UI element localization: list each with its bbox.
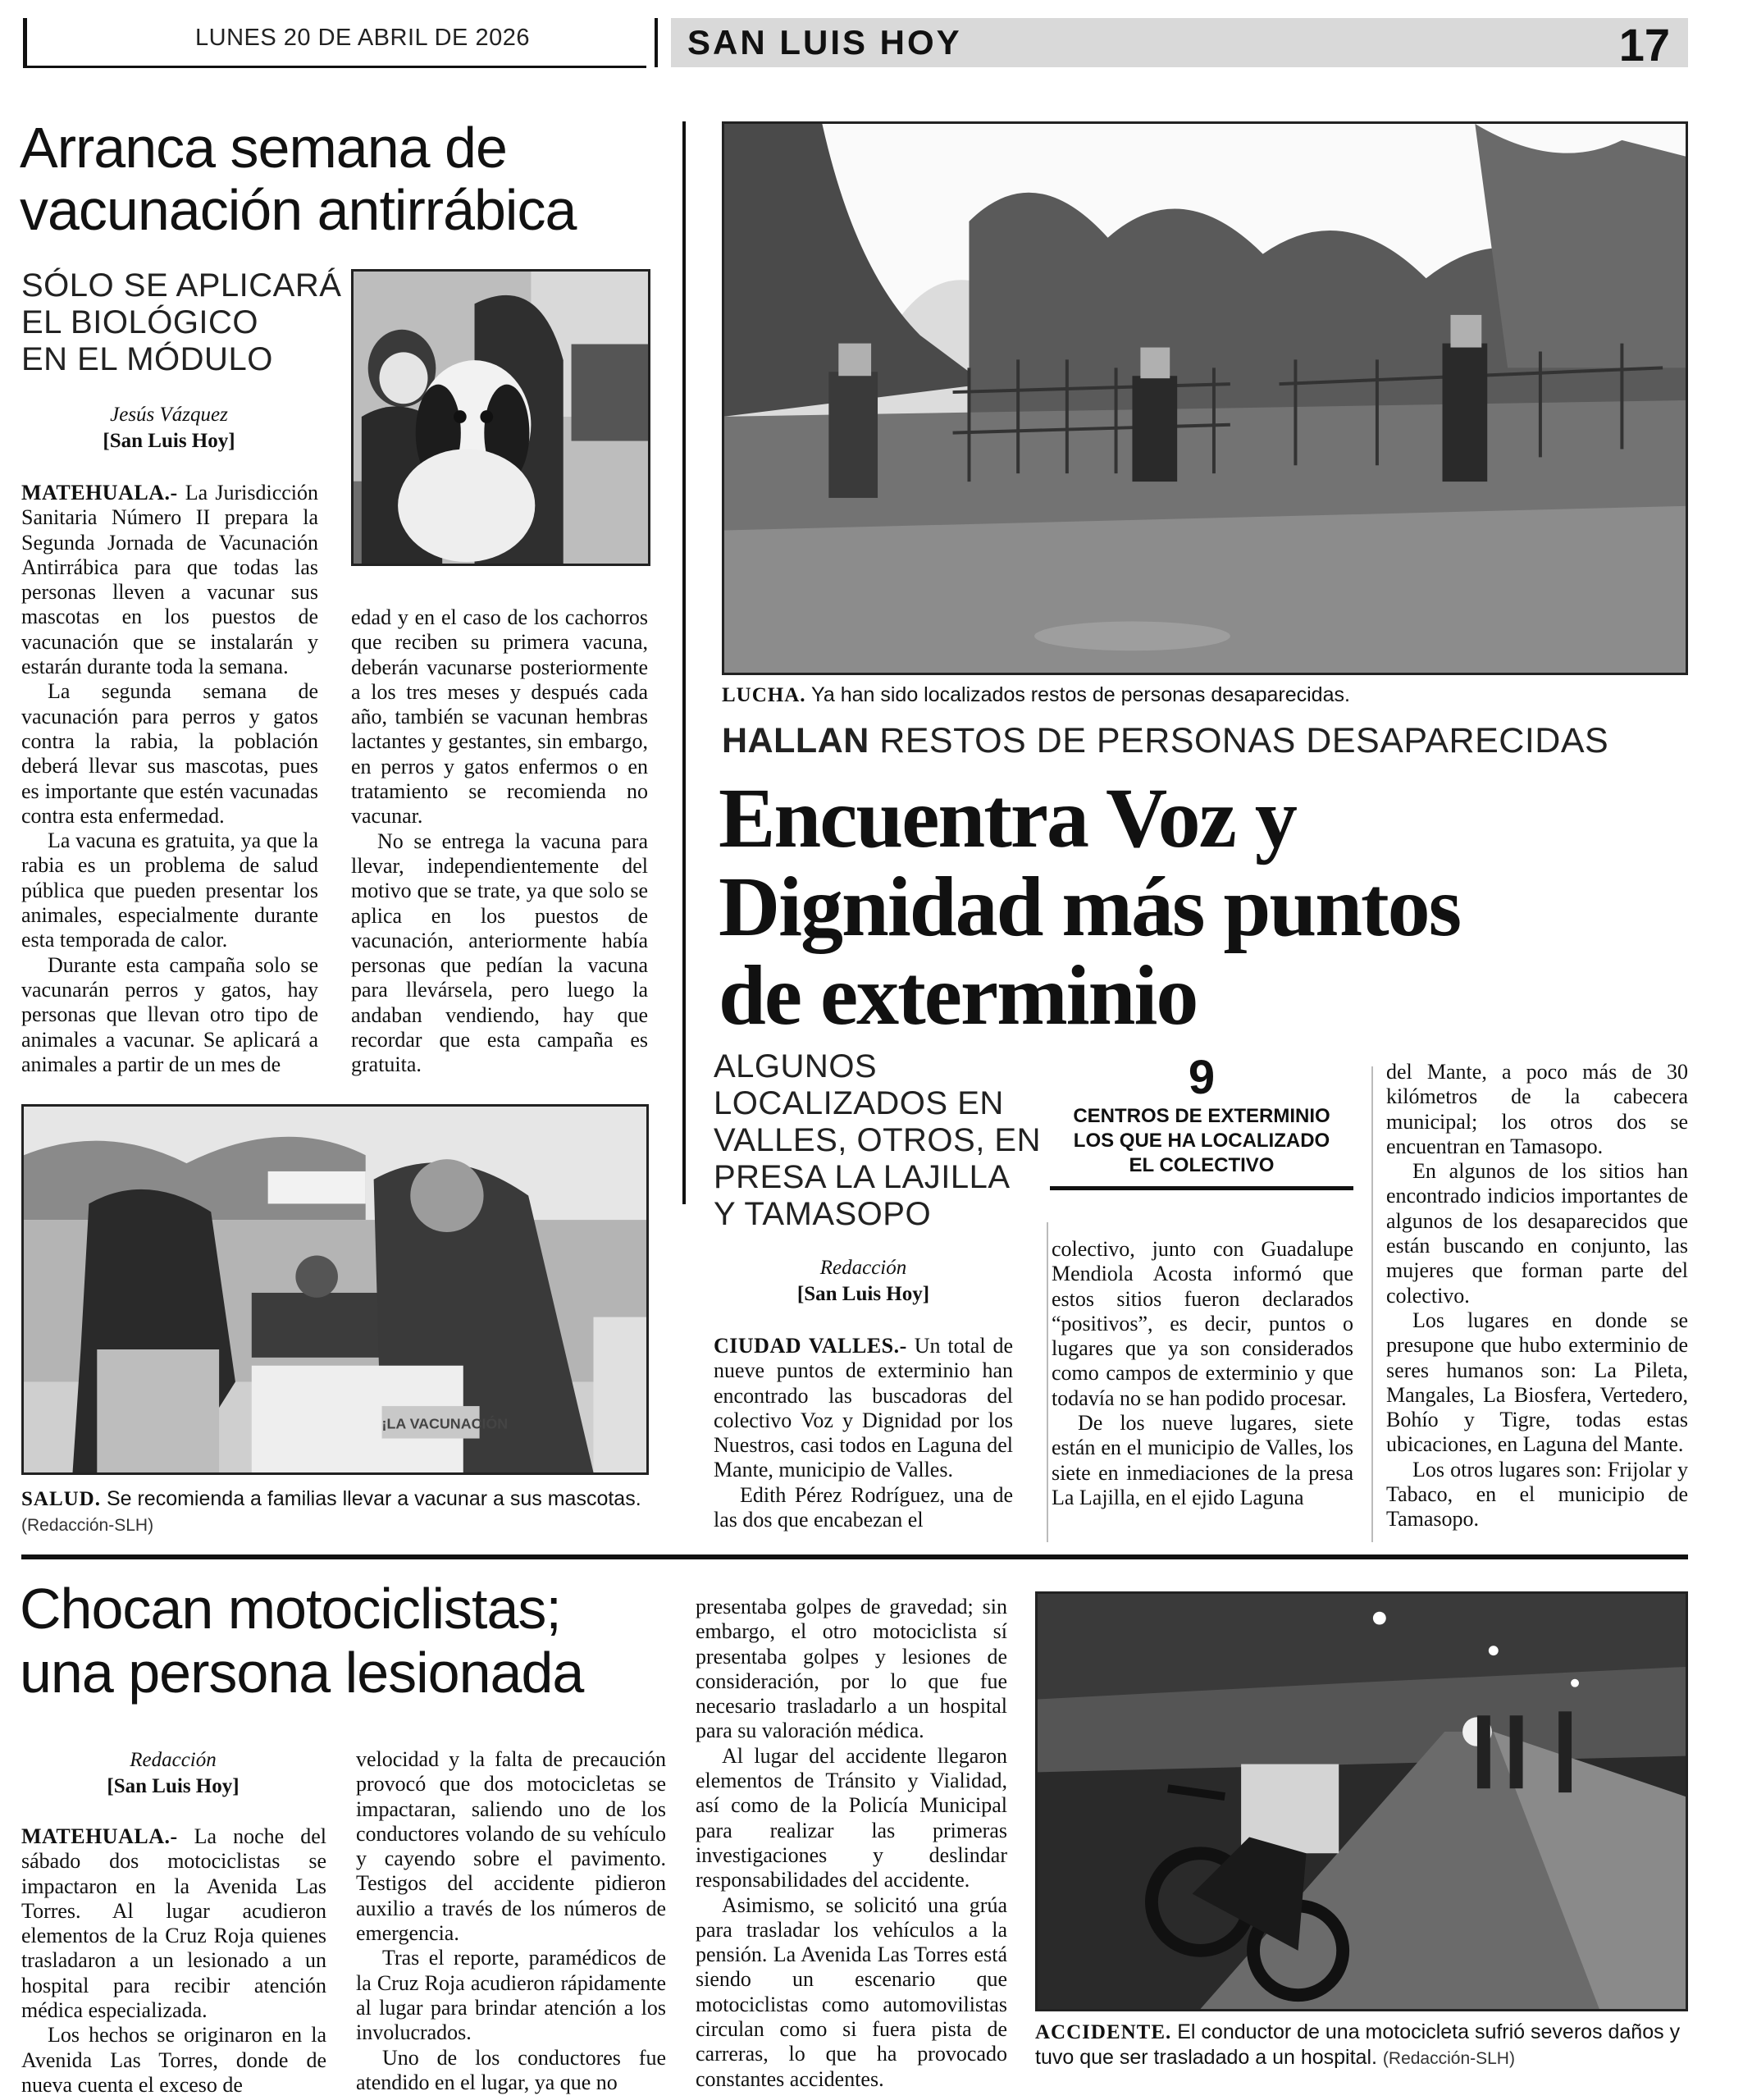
- article1-author: Jesús Vázquez: [110, 404, 228, 426]
- article1-kicker-line3: EN EL MÓDULO: [21, 341, 273, 377]
- motorcycle-accident-photo: [1035, 1591, 1688, 2011]
- article3-byline: [21, 1747, 325, 1800]
- article2-col1-p1-text: Un total de nueve puntos de exterminio han encontrado las buscadoras del colectivo Voz y Dignidad por los Nuestros, casi todos en Laguna del Mante, municipio de Valles.: [714, 1334, 1014, 1482]
- article1-col1-p4: Durante esta campaña solo se vacunarán perros y gatos, hay personas que llevan otro tipo de animales a vacunar. Se aplicará a animales a partir de un mes de: [21, 952, 318, 1076]
- article1-kicker-line2: EL BIOLÓGICO: [21, 304, 259, 340]
- column-rule-factbox: [1047, 1222, 1048, 1542]
- article2-caption: [722, 682, 1688, 708]
- article2-byline: [714, 1255, 1013, 1308]
- page-number: 17: [1618, 19, 1670, 71]
- article1-col2-p2: No se entrega la vacuna para llevar, independientemente del motivo que se trate, ya que solo se aplica en los puestos de vacunación, anteriormente había personas que pedían la vacuna para llevársela, pero luego la andaban vendiendo, hay que recordar que esta campaña es gratuita.: [351, 829, 648, 1077]
- article3-col3-p2: Al lugar del accidente llegaron elementos de Tránsito y Vialidad, así como de la Policía Municipal para realizar las primeras investigaciones y deslindar responsabilidades del accidente.: [696, 1743, 1007, 1892]
- article3-col1-p1-text: La noche del sábado dos motociclistas se impactaron en la Avenida Las Torres. Al lugar acudieron elementos de la Cruz Roja quienes trasladaron a un lesionado a un hospital para recibir atención médica especializada.: [21, 1824, 327, 2023]
- article1-dateline: MATEHUALA.-: [21, 481, 178, 504]
- header-bottom-rule: [23, 66, 646, 68]
- article2-col3-p4: Los otros lugares son: Frijolar y Tabaco, en el municipio de Tamasopo.: [1386, 1457, 1688, 1532]
- article2-kicker-bold: HALLAN: [722, 721, 869, 760]
- article2-subhead-line4: PRESA LA LAJILLA: [714, 1159, 1011, 1195]
- article1-col1: [21, 481, 318, 1077]
- article1-headline: [20, 116, 676, 241]
- article3-headline-line2: una persona lesionada: [20, 1641, 584, 1705]
- article1-byline: [21, 402, 317, 454]
- article2-col1-p1: [714, 1334, 1013, 1483]
- article1-headline-line1: Arranca semana de: [20, 116, 507, 180]
- article3-author: Redacción: [130, 1749, 217, 1771]
- article2-col3: [1386, 1060, 1688, 1532]
- article1-source: [San Luis Hoy]: [103, 430, 235, 452]
- column-rule-left: [682, 121, 686, 1204]
- article2-subhead-line3: VALLES, OTROS, EN: [714, 1122, 1041, 1158]
- article2-subhead: [714, 1048, 1042, 1233]
- article2-subhead-line1: ALGUNOS: [714, 1048, 878, 1084]
- section-divider: [21, 1554, 1688, 1559]
- article1-kicker: [21, 267, 349, 378]
- article1-caption: [21, 1486, 649, 1538]
- article3-caption-text: El conductor de una motocicleta sufrió severos daños y tuvo que ser trasladado a un hospital.: [1035, 2020, 1681, 2069]
- factbox-line2: LOS QUE HA LOCALIZADO: [1073, 1130, 1330, 1152]
- factbox-line1: CENTROS DE EXTERMINIO: [1073, 1105, 1330, 1127]
- article3-col3-p3: Asimismo, se solicitó una grúa para trasladar los vehículos a la pensión. La Avenida Las Torres está siendo un escenario que motociclistas como automovilistas circulan como si fuera pista de carreras, lo que ha provocado constantes accidentes.: [696, 1892, 1007, 2091]
- article3-headline-line1: Chocan motociclistas;: [20, 1577, 561, 1641]
- article2-source: [San Luis Hoy]: [796, 1283, 930, 1305]
- page-header: [23, 18, 1688, 69]
- article2-headline: [719, 771, 1695, 1043]
- header-date: LUNES 20 DE ABRIL DE 2026: [195, 25, 530, 51]
- article2-subhead-line5: Y TAMASOPO: [714, 1196, 932, 1232]
- extermination-site-photo: [722, 121, 1688, 675]
- article3-headline: [20, 1577, 692, 1705]
- article2-col3-p2: En algunos de los sitios han encontrado indicios importantes de algunos de los desaparecidos que están buscando en conjunto, las mujeres que forman parte del colectivo.: [1386, 1159, 1688, 1308]
- article3-source: [San Luis Hoy]: [107, 1775, 240, 1797]
- article1-col1-p3: La vacuna es gratuita, ya que la rabia es un problema de salud pública que pueden presentar los animales, especialmente durante esta temporada de calor.: [21, 829, 318, 952]
- article3-col3: [696, 1595, 1007, 2092]
- article1-headline-line2: vacunación antirrábica: [20, 178, 577, 242]
- article2-col3-p3: Los lugares en donde se presupone que hubo exterminio de seres humanos son: La Pileta, Mangales, La Biosfera, Vertedero, Bohío y Tigre, todas estas ubicaciones, en Laguna del Mante.: [1386, 1308, 1688, 1457]
- article1-caption-label: SALUD.: [21, 1488, 101, 1510]
- article3-caption: [1035, 2020, 1688, 2071]
- article3-col2-p3: Uno de los conductores fue atendido en el lugar, ya que no: [356, 2045, 666, 2094]
- article3-caption-label: ACCIDENTE.: [1035, 2021, 1172, 2043]
- article2-col2-p1: colectivo, junto con Guadalupe Mendiola Acosta informó que estos sitios fueron declarados “positivos”, es decir, puntos o lugares que ya son considerados como campos de exterminio y que todavía no se han podido procesar.: [1052, 1237, 1353, 1410]
- article3-col2: [356, 1747, 666, 2095]
- photo-sign-text: ¡LA VACUNACIÓN: [381, 1415, 509, 1432]
- header-bar: [671, 18, 1688, 71]
- extermination-factbox: [1050, 1052, 1353, 1190]
- article1-kicker-line1: SÓLO SE APLICARÁ: [21, 267, 342, 304]
- article2-col2: [1052, 1237, 1353, 1510]
- article1-col1-p1-text: La Jurisdicción Sanitaria Número II prepara la Segunda Jornada de Vacunación Antirrábica para que todas las personas lleven a vacunar sus mascotas en los puestos de vacunación que se instalarán y estarán durante toda la semana.: [21, 481, 318, 679]
- article1-col2: [351, 605, 648, 1078]
- article2-kicker: [722, 720, 1688, 761]
- article3-caption-credit: (Redacción-SLH): [1382, 2049, 1515, 2068]
- article2-subhead-line2: LOCALIZADOS EN: [714, 1085, 1004, 1121]
- article2-dateline: CIUDAD VALLES.-: [714, 1334, 907, 1358]
- article1-caption-text: Se recomienda a familias llevar a vacunar a sus mascotas.: [106, 1487, 641, 1510]
- factbox-line3: EL COLECTIVO: [1129, 1154, 1275, 1176]
- article2-caption-text: Ya han sido localizados restos de personas desaparecidas.: [811, 683, 1350, 706]
- factbox-bottom-rule: [1050, 1186, 1353, 1190]
- article2-col2-p2: De los nueve lugares, siete están en el municipio de Valles, los siete en inmediaciones de la presa La Lajilla, en el ejido Laguna: [1052, 1411, 1353, 1509]
- article2-headline-line1: Encuentra Voz y: [719, 771, 1296, 865]
- header-left-rule: [23, 18, 27, 67]
- vaccination-module-photo: [21, 1104, 649, 1475]
- article3-col1: [21, 1824, 326, 2098]
- article1-caption-credit: (Redacción-SLH): [21, 1516, 154, 1535]
- article2-col3-p1: del Mante, a poco más de 30 kilómetros de la cabecera municipal; los otros dos se encuentran en Tamasopo.: [1386, 1060, 1688, 1158]
- article2-kicker-rest: RESTOS DE PERSONAS DESAPARECIDAS: [879, 721, 1609, 760]
- article1-col1-p2: La segunda semana de vacunación para perros y gatos contra la rabia, la población deberá llevar sus mascotas, pues es importante que estén vacunadas contra esta enfermedad.: [21, 679, 318, 828]
- article2-col1-p2: Edith Pérez Rodríguez, una de las dos que encabezan el: [714, 1482, 1013, 1532]
- article1-col1-p1: [21, 481, 318, 679]
- factbox-number: 9: [1188, 1051, 1216, 1104]
- article3-col2-p2: Tras el reporte, paramédicos de la Cruz Roja acudieron rápidamente al lugar para brindar atención a los involucrados.: [356, 1946, 666, 2045]
- article3-col3-p1: presentaba golpes de gravedad; sin embargo, el otro motociclista sí presentaba golpes y lesiones de consideración, por lo que fue necesario trasladarlo a un hospital para su valoración médica.: [696, 1595, 1007, 1743]
- article3-dateline: MATEHUALA.-: [21, 1824, 178, 1848]
- article3-col1-p2: Los hechos se originaron en la Avenida Las Torres, donde de nueva cuenta el exceso de: [21, 2023, 326, 2097]
- article2-col1: [714, 1334, 1013, 1532]
- article2-author: Redacción: [819, 1257, 907, 1279]
- header-divider: [655, 18, 658, 67]
- article2-headline-line3: de exterminio: [719, 948, 1198, 1043]
- paper-name: SAN LUIS HOY: [687, 23, 962, 62]
- article2-headline-line2: Dignidad más puntos: [719, 860, 1461, 954]
- article1-col2-p1: edad y en el caso de los cachorros que reciben su primera vacuna, deberán vacunarse posteriormente a los tres meses y después cada año, también se vacunan hembras lactantes y gestantes, sin embargo, en perros y gatos enfermos o en tratamiento se recomienda no vacunar.: [351, 605, 648, 829]
- article3-col2-p1: velocidad y la falta de precaución provocó que dos motocicletas se impactaran, saliendo uno de los conductores volando de su vehículo y cayendo sobre el pavimento. Testigos del accidente pidieron auxilio a través de los números de emergencia.: [356, 1747, 666, 1946]
- column-rule-right: [1371, 1066, 1373, 1542]
- article3-col1-p1: [21, 1824, 326, 2023]
- vaccination-dog-photo: [351, 269, 650, 566]
- article2-caption-label: LUCHA.: [722, 684, 806, 706]
